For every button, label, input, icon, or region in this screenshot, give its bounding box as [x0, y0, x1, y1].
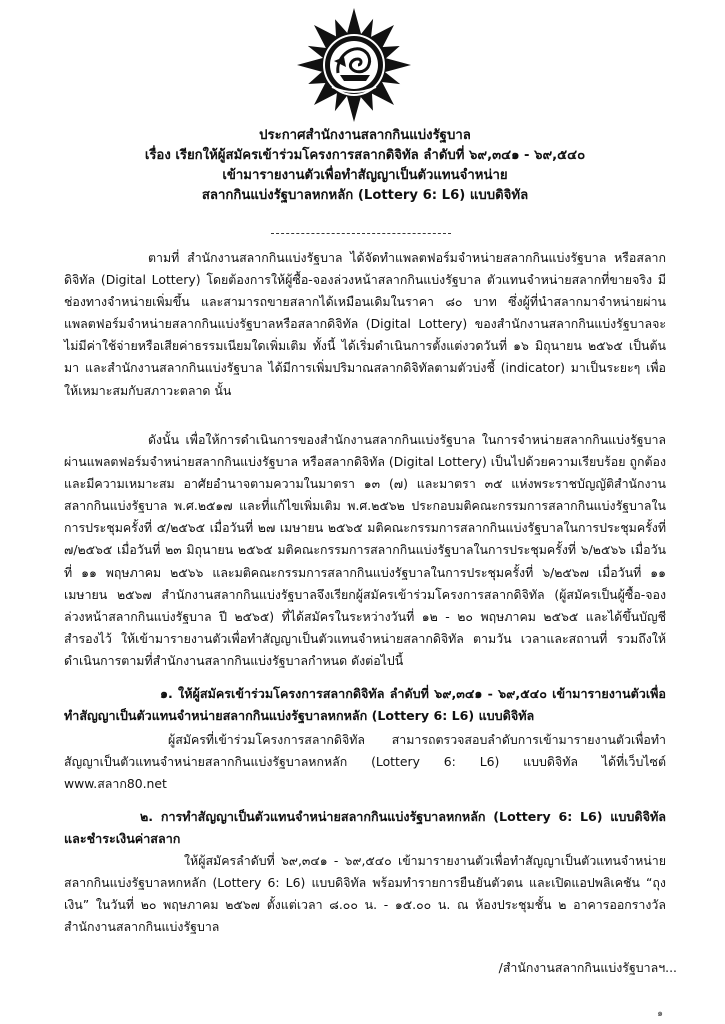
paragraph-1-text: ตามที่ สำนักงานสลากกินแบ่งรัฐบาล ได้จัดทำแพลตฟอร์มจำหน่ายสลากกินแบ่งรัฐบาล หรือสลากดิจิทัล (Digital Lottery) โดยต้องการให้ผู้ซื้อ-จองล่วงหน้าสลากกินแบ่งรัฐบาล ตัวแทนจำหน่ายสลากที่ขายจริง มีช่องทางจำหน่ายเพิ่มขึ้น และสามารถขายสลากได้เหมือนเดิมในราคา ๘๐ บาท ซึ่งผู้ที่นำสลากมาจำหน่ายผ่านแพลตฟอร์มจำหน่ายสลากกินแบ่งรัฐบาลหรือสลากดิจิทัล (Digital Lottery) ของสำนักงานสลากกินแบ่งรัฐบาลจะไม่มีค่าใช้จ่ายหรือเสียค่าธรรมเนียมใดเพิ่มเติม ทั้งนี้ ได้เริ่มดำเนินการตั้งแต่งวดวันที่ ๑๖ มิถุนายน ๒๕๖๕ เป็นต้นมา และสำนักงานสลากกินแบ่งรัฐบาล ได้มีการเพิ่มปริมาณสลากดิจิทัลตามตัวบ่งชี้ (indicator) มาเป็นระยะๆ เพื่อให้เหมาะสมกับสภาวะตลาด นั้น [64, 250, 666, 398]
section-2-text: ให้ผู้สมัครลำดับที่ ๖๙,๓๔๑ - ๖๙,๕๔๐ เข้ามารายงานตัวเพื่อทำสัญญาเป็นตัวแทนจำหน่ายสลากกินแบ่งรัฐบาลหกหลัก (Lottery 6: L6) แบบดิจิทัล พร้อมทำรายการยืนยันตัวตน และเปิดแอปพลิเคชัน “ถุงเงิน” ในวันที่ ๒๐ พฤษภาคม ๒๕๖๗ ตั้งแต่เวลา ๘.๐๐ น. - ๑๕.๐๐ น. ณ ห้องประชุมชั้น ๒ อาคารออกรางวัล สำนักงานสลากกินแบ่งรัฐบาล [64, 853, 666, 935]
page-number: ๑ [657, 1009, 663, 1019]
section-1-text: ผู้สมัครที่เข้าร่วมโครงการสลากดิจิทัล สามารถตรวจสอบลำดับการเข้ามารายงานตัวเพื่อทำสัญญาเป็นตัวแทนจำหน่ายสลากกินแบ่งรัฐบาลหกหลัก (Lottery 6: L6) แบบดิจิทัล ได้ที่เว็บไซต์ [64, 732, 666, 770]
title-divider [271, 233, 451, 234]
section-2-heading-text: ๒. การทำสัญญาเป็นตัวแทนจำหน่ายสลากกินแบ่งรัฐบาลหกหลัก (Lottery 6: L6) แบบดิจิทัลและชำระเงินค่าสลาก [64, 809, 666, 846]
title-line-4: สลากกินแบ่งรัฐบาลหกหลัก (Lottery 6: L6) แบบดิจิทัล [201, 188, 529, 203]
announcement-title [60, 126, 670, 206]
paragraph-1 [64, 247, 666, 402]
paragraph-2-text: ดังนั้น เพื่อให้การดำเนินการของสำนักงานสลากกินแบ่งรัฐบาล ในการจำหน่ายสลากกินแบ่งรัฐบาลผ่านแพลตฟอร์มจำหน่ายสลากกินแบ่งรัฐบาล หรือสลากดิจิทัล (Digital Lottery) เป็นไปด้วยความเรียบร้อย ถูกต้อง และมีความเหมาะสม อาศัยอำนาจตามความในมาตรา ๑๓ (๗) และมาตรา ๓๕ แห่งพระราชบัญญัติสำนักงานสลากกินแบ่งรัฐบาล พ.ศ.๒๕๑๗ และที่แก้ไขเพิ่มเติม พ.ศ.๒๕๖๒ ประกอบมติคณะกรรมการสลากกินแบ่งรัฐบาลในการประชุมครั้งที่ ๕/๒๕๖๕ เมื่อวันที่ ๒๗ เมษายน ๒๕๖๕ มติคณะกรรมการสลากกินแบ่งรัฐบาลในการประชุมครั้งที่ ๗/๒๕๖๕ เมื่อวันที่ ๒๓ มิถุนายน ๒๕๖๕ มติคณะกรรมการสลากกินแบ่งรัฐบาลในการประชุมครั้งที่ ๖/๒๕๖๖ เมื่อวันที่ ๑๑ พฤษภาคม ๒๕๖๖ และมติคณะกรรมการสลากกินแบ่งรัฐบาลในการประชุมครั้งที่ ๖/๒๕๖๗ เมื่อวันที่ ๑๑ เมษายน ๒๕๖๗ สำนักงานสลากกินแบ่งรัฐบาลจึงเรียกผู้สมัครเข้าร่วมโครงการสลากดิจิทัล (ผู้สมัครเป็นผู้ซื้อ-จองล่วงหน้าสลากกินแบ่งรัฐบาล ปี ๒๕๖๕) ที่ได้สมัครในระหว่างวันที่ ๑๒ - ๒๐ พฤษภาคม ๒๕๖๕ และได้ขึ้นบัญชีสำรองไว้ ให้เข้ามารายงานตัวเพื่อทำสัญญาเป็นตัวแทนจำหน่ายสลากดิจิทัล ตามวัน เวลาและสถานที่ รวมถึงให้ดำเนินการตามที่สำนักงานสลากกินแบ่งรัฐบาลกำหนด ดังต่อไปนี้ [64, 432, 666, 668]
section-2-body [64, 850, 666, 938]
glo-emblem-icon [295, 6, 413, 124]
paragraph-2 [64, 429, 666, 672]
section-1-heading [64, 683, 666, 727]
website-link[interactable]: www.สลาก80.net [64, 776, 167, 792]
title-line-3: เข้ามารายงานตัวเพื่อทำสัญญาเป็นตัวแทนจำหน่าย [222, 168, 508, 183]
section-1-heading-text: ๑. ให้ผู้สมัครเข้าร่วมโครงการสลากดิจิทัล ลำดับที่ ๖๙,๓๔๑ - ๖๙,๕๔๐ เข้ามารายงานตัวเพื่อทำสัญญาเป็นตัวแทนจำหน่ายสลากกินแบ่งรัฐบาลหกหลัก (Lottery 6: L6) แบบดิจิทัล [64, 686, 666, 723]
title-line-1: ประกาศสำนักงานสลากกินแบ่งรัฐบาล [259, 128, 471, 143]
title-line-2: เรื่อง เรียกให้ผู้สมัครเข้าร่วมโครงการสลากดิจิทัล ลำดับที่ ๖๙,๓๔๑ - ๖๙,๕๔๐ [144, 148, 586, 163]
section-2-heading [64, 806, 666, 850]
section-1-body [64, 729, 666, 795]
continuation-note: /สำนักงานสลากกินแบ่งรัฐบาลฯ... [498, 960, 677, 975]
